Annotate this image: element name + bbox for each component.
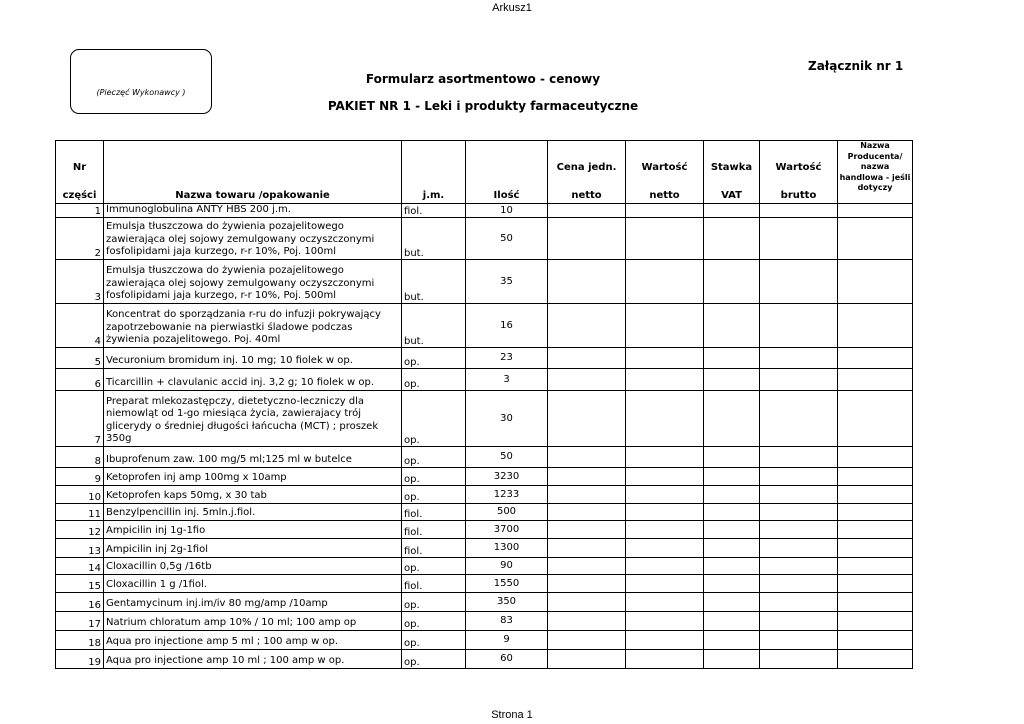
gross-value-cell	[760, 574, 838, 592]
table-row	[56, 204, 913, 218]
producer-cell	[838, 557, 913, 574]
unit-of-measure: but.	[402, 259, 466, 303]
vat-rate-cell	[704, 204, 760, 218]
unit-price-cell	[548, 390, 626, 446]
row-number: 7	[56, 390, 104, 446]
row-number: 18	[56, 630, 104, 649]
vat-rate-cell	[704, 446, 760, 467]
unit-price-cell	[548, 592, 626, 611]
table-row	[56, 574, 913, 592]
producer-cell	[838, 368, 913, 390]
table-row	[56, 649, 913, 668]
unit-of-measure: op.	[402, 390, 466, 446]
vat-rate-cell	[704, 347, 760, 368]
row-number: 11	[56, 503, 104, 520]
row-number: 4	[56, 303, 104, 347]
quantity: 3230	[466, 467, 548, 485]
net-value-cell	[626, 390, 704, 446]
producer-cell	[838, 592, 913, 611]
gross-value-cell	[760, 446, 838, 467]
unit-of-measure: op.	[402, 611, 466, 630]
vat-rate-cell	[704, 390, 760, 446]
gross-value-cell	[760, 485, 838, 503]
product-name: Benzylpencillin inj. 5mln.j.fiol.	[104, 503, 402, 520]
col-vat-bottom: VAT	[721, 190, 742, 201]
vat-rate-cell	[704, 649, 760, 668]
vat-rate-cell	[704, 259, 760, 303]
table-row	[56, 467, 913, 485]
unit-price-cell	[548, 649, 626, 668]
vat-rate-cell	[704, 592, 760, 611]
net-value-cell	[626, 520, 704, 538]
producer-cell	[838, 503, 913, 520]
vat-rate-cell	[704, 368, 760, 390]
producer-cell	[838, 520, 913, 538]
product-name: Ampicilin inj 1g-1fio	[104, 520, 402, 538]
vat-rate-cell	[704, 630, 760, 649]
vat-rate-cell	[704, 503, 760, 520]
quantity: 10	[466, 204, 548, 218]
gross-value-cell	[760, 503, 838, 520]
unit-of-measure: op.	[402, 446, 466, 467]
net-value-cell	[626, 574, 704, 592]
gross-value-cell	[760, 538, 838, 557]
col-price-top: Cena jedn.	[556, 162, 617, 173]
table-row	[56, 485, 913, 503]
col-header-producer	[838, 141, 913, 204]
gross-value-cell	[760, 368, 838, 390]
unit-of-measure: fiol.	[402, 574, 466, 592]
product-name: Koncentrat do sporządzania r-ru do infuzji pokrywający zapotrzebowanie na pierwiastki śladowe podczas żywienia pozajelitowego. Poj. 40ml	[104, 303, 402, 347]
net-value-cell	[626, 503, 704, 520]
producer-cell	[838, 649, 913, 668]
price-form-table	[55, 140, 913, 669]
producer-cell	[838, 630, 913, 649]
unit-price-cell	[548, 574, 626, 592]
gross-value-cell	[760, 611, 838, 630]
producer-cell	[838, 303, 913, 347]
unit-of-measure: op.	[402, 592, 466, 611]
col-header-qty	[466, 141, 548, 204]
col-gross-bottom: brutto	[780, 190, 817, 201]
net-value-cell	[626, 557, 704, 574]
unit-price-cell	[548, 204, 626, 218]
quantity: 16	[466, 303, 548, 347]
col-name: Nazwa towaru /opakowanie	[175, 190, 330, 201]
unit-price-cell	[548, 467, 626, 485]
quantity: 60	[466, 649, 548, 668]
unit-price-cell	[548, 611, 626, 630]
row-number: 19	[56, 649, 104, 668]
product-name: Cloxacillin 0,5g /16tb	[104, 557, 402, 574]
unit-of-measure: op.	[402, 630, 466, 649]
gross-value-cell	[760, 630, 838, 649]
unit-price-cell	[548, 520, 626, 538]
unit-of-measure: op.	[402, 368, 466, 390]
col-producer: Nazwa Producenta/ nazwa handlowa - jeśli dotyczy	[839, 141, 911, 192]
stamp-label: (Pieczęć Wykonawcy )	[96, 88, 186, 97]
producer-cell	[838, 467, 913, 485]
unit-price-cell	[548, 630, 626, 649]
gross-value-cell	[760, 592, 838, 611]
col-header-unit-price	[548, 141, 626, 204]
row-number: 5	[56, 347, 104, 368]
product-name: Ampicilin inj 2g-1fiol	[104, 538, 402, 557]
product-name: Ketoprofen inj amp 100mg x 10amp	[104, 467, 402, 485]
net-value-cell	[626, 649, 704, 668]
package-title: PAKIET NR 1 - Leki i produkty farmaceutyczne	[327, 99, 639, 113]
product-name: Aqua pro injectione amp 10 ml ; 100 amp w op.	[104, 649, 402, 668]
quantity: 1233	[466, 485, 548, 503]
unit-price-cell	[548, 538, 626, 557]
quantity: 50	[466, 446, 548, 467]
col-header-vat-rate	[704, 141, 760, 204]
producer-cell	[838, 538, 913, 557]
quantity: 50	[466, 217, 548, 259]
producer-cell	[838, 446, 913, 467]
col-header-net-value	[626, 141, 704, 204]
table-row	[56, 347, 913, 368]
table-header-row	[56, 141, 913, 204]
net-value-cell	[626, 446, 704, 467]
col-header-gross-value	[760, 141, 838, 204]
table-row	[56, 630, 913, 649]
gross-value-cell	[760, 649, 838, 668]
table-row	[56, 503, 913, 520]
vat-rate-cell	[704, 485, 760, 503]
product-name: Natrium chloratum amp 10% / 10 ml; 100 amp op	[104, 611, 402, 630]
net-value-cell	[626, 467, 704, 485]
producer-cell	[838, 574, 913, 592]
product-name: Aqua pro injectione amp 5 ml ; 100 amp w op.	[104, 630, 402, 649]
form-title: Formularz asortmentowo - cenowy	[365, 72, 601, 86]
table-row	[56, 446, 913, 467]
producer-cell	[838, 217, 913, 259]
gross-value-cell	[760, 204, 838, 218]
unit-of-measure: fiol.	[402, 520, 466, 538]
gross-value-cell	[760, 303, 838, 347]
quantity: 35	[466, 259, 548, 303]
gross-value-cell	[760, 217, 838, 259]
producer-cell	[838, 485, 913, 503]
net-value-cell	[626, 217, 704, 259]
producer-cell	[838, 347, 913, 368]
product-name: Preparat mlekozastępczy, dietetyczno-leczniczy dla niemowląt od 1-go miesiąca życia, zawierajacy trój glicerydy o średniej długości łańcucha (MCT) ; proszek 350g	[104, 390, 402, 446]
col-nr-top: Nr	[72, 162, 87, 173]
quantity: 1550	[466, 574, 548, 592]
table-row	[56, 520, 913, 538]
net-value-cell	[626, 347, 704, 368]
col-nr-bottom: części	[62, 190, 97, 201]
table-row	[56, 557, 913, 574]
row-number: 12	[56, 520, 104, 538]
col-vat-top: Stawka	[710, 162, 753, 173]
col-header-unit	[402, 141, 466, 204]
row-number: 10	[56, 485, 104, 503]
unit-price-cell	[548, 303, 626, 347]
vat-rate-cell	[704, 520, 760, 538]
vat-rate-cell	[704, 217, 760, 259]
producer-cell	[838, 259, 913, 303]
gross-value-cell	[760, 557, 838, 574]
unit-price-cell	[548, 503, 626, 520]
unit-price-cell	[548, 217, 626, 259]
sheet-name: Arkusz1	[492, 2, 532, 14]
product-name: Ticarcillin + clavulanic accid inj. 3,2 g; 10 fiolek w op.	[104, 368, 402, 390]
table-row	[56, 217, 913, 259]
row-number: 13	[56, 538, 104, 557]
page-number: Strona 1	[491, 709, 533, 721]
vat-rate-cell	[704, 303, 760, 347]
row-number: 1	[56, 204, 104, 218]
unit-of-measure: fiol.	[402, 503, 466, 520]
gross-value-cell	[760, 467, 838, 485]
table-row	[56, 259, 913, 303]
unit-price-cell	[548, 557, 626, 574]
net-value-cell	[626, 630, 704, 649]
unit-of-measure: op.	[402, 485, 466, 503]
unit-of-measure: fiol.	[402, 204, 466, 218]
unit-of-measure: op.	[402, 467, 466, 485]
net-value-cell	[626, 204, 704, 218]
quantity: 350	[466, 592, 548, 611]
vat-rate-cell	[704, 557, 760, 574]
quantity: 3	[466, 368, 548, 390]
col-qty: Ilość	[493, 190, 520, 201]
row-number: 14	[56, 557, 104, 574]
quantity: 9	[466, 630, 548, 649]
product-name: Immunoglobulina ANTY HBS 200 j.m.	[104, 204, 402, 218]
product-name: Emulsja tłuszczowa do żywienia pozajelitowego zawierająca olej sojowy zemulgowany oczyszczonymi fosfolipidami jaja kurzego, r-r 10%, Poj. 100ml	[104, 217, 402, 259]
row-number: 9	[56, 467, 104, 485]
gross-value-cell	[760, 347, 838, 368]
unit-of-measure: fiol.	[402, 538, 466, 557]
row-number: 2	[56, 217, 104, 259]
vat-rate-cell	[704, 538, 760, 557]
net-value-cell	[626, 611, 704, 630]
product-name: Cloxacillin 1 g /1fiol.	[104, 574, 402, 592]
row-number: 3	[56, 259, 104, 303]
product-name: Ibuprofenum zaw. 100 mg/5 ml;125 ml w butelce	[104, 446, 402, 467]
vat-rate-cell	[704, 574, 760, 592]
col-price-bottom: netto	[571, 190, 602, 201]
product-name: Gentamycinum inj.im/iv 80 mg/amp /10amp	[104, 592, 402, 611]
net-value-cell	[626, 259, 704, 303]
vat-rate-cell	[704, 611, 760, 630]
quantity: 1300	[466, 538, 548, 557]
contractor-stamp-box	[70, 49, 212, 114]
vat-rate-cell	[704, 467, 760, 485]
quantity: 500	[466, 503, 548, 520]
producer-cell	[838, 204, 913, 218]
gross-value-cell	[760, 259, 838, 303]
quantity: 83	[466, 611, 548, 630]
unit-of-measure: but.	[402, 217, 466, 259]
table-row	[56, 390, 913, 446]
unit-price-cell	[548, 259, 626, 303]
unit-price-cell	[548, 347, 626, 368]
row-number: 16	[56, 592, 104, 611]
row-number: 17	[56, 611, 104, 630]
net-value-cell	[626, 485, 704, 503]
gross-value-cell	[760, 520, 838, 538]
quantity: 23	[466, 347, 548, 368]
row-number: 8	[56, 446, 104, 467]
col-header-nr	[56, 141, 104, 204]
col-gross-top: Wartość	[775, 162, 822, 173]
net-value-cell	[626, 368, 704, 390]
table-row	[56, 303, 913, 347]
col-net-top: Wartość	[641, 162, 688, 173]
table-row	[56, 592, 913, 611]
unit-of-measure: op.	[402, 649, 466, 668]
product-name: Emulsja tłuszczowa do żywienia pozajelitowego zawierająca olej sojowy zemulgowany oczyszczonymi fosfolipidami jaja kurzego, r-r 10%, Poj. 500ml	[104, 259, 402, 303]
unit-of-measure: op.	[402, 347, 466, 368]
producer-cell	[838, 390, 913, 446]
col-unit: j.m.	[422, 190, 445, 201]
quantity: 3700	[466, 520, 548, 538]
attachment-label: Załącznik nr 1	[808, 59, 904, 73]
net-value-cell	[626, 303, 704, 347]
net-value-cell	[626, 538, 704, 557]
product-name: Ketoprofen kaps 50mg, x 30 tab	[104, 485, 402, 503]
table-row	[56, 368, 913, 390]
unit-price-cell	[548, 485, 626, 503]
gross-value-cell	[760, 390, 838, 446]
col-net-bottom: netto	[649, 190, 680, 201]
product-name: Vecuronium bromidum inj. 10 mg; 10 fiolek w op.	[104, 347, 402, 368]
unit-price-cell	[548, 446, 626, 467]
quantity: 90	[466, 557, 548, 574]
quantity: 30	[466, 390, 548, 446]
unit-price-cell	[548, 368, 626, 390]
net-value-cell	[626, 592, 704, 611]
row-number: 15	[56, 574, 104, 592]
unit-of-measure: op.	[402, 557, 466, 574]
producer-cell	[838, 611, 913, 630]
col-header-name	[104, 141, 402, 204]
table-row	[56, 611, 913, 630]
row-number: 6	[56, 368, 104, 390]
unit-of-measure: but.	[402, 303, 466, 347]
table-row	[56, 538, 913, 557]
